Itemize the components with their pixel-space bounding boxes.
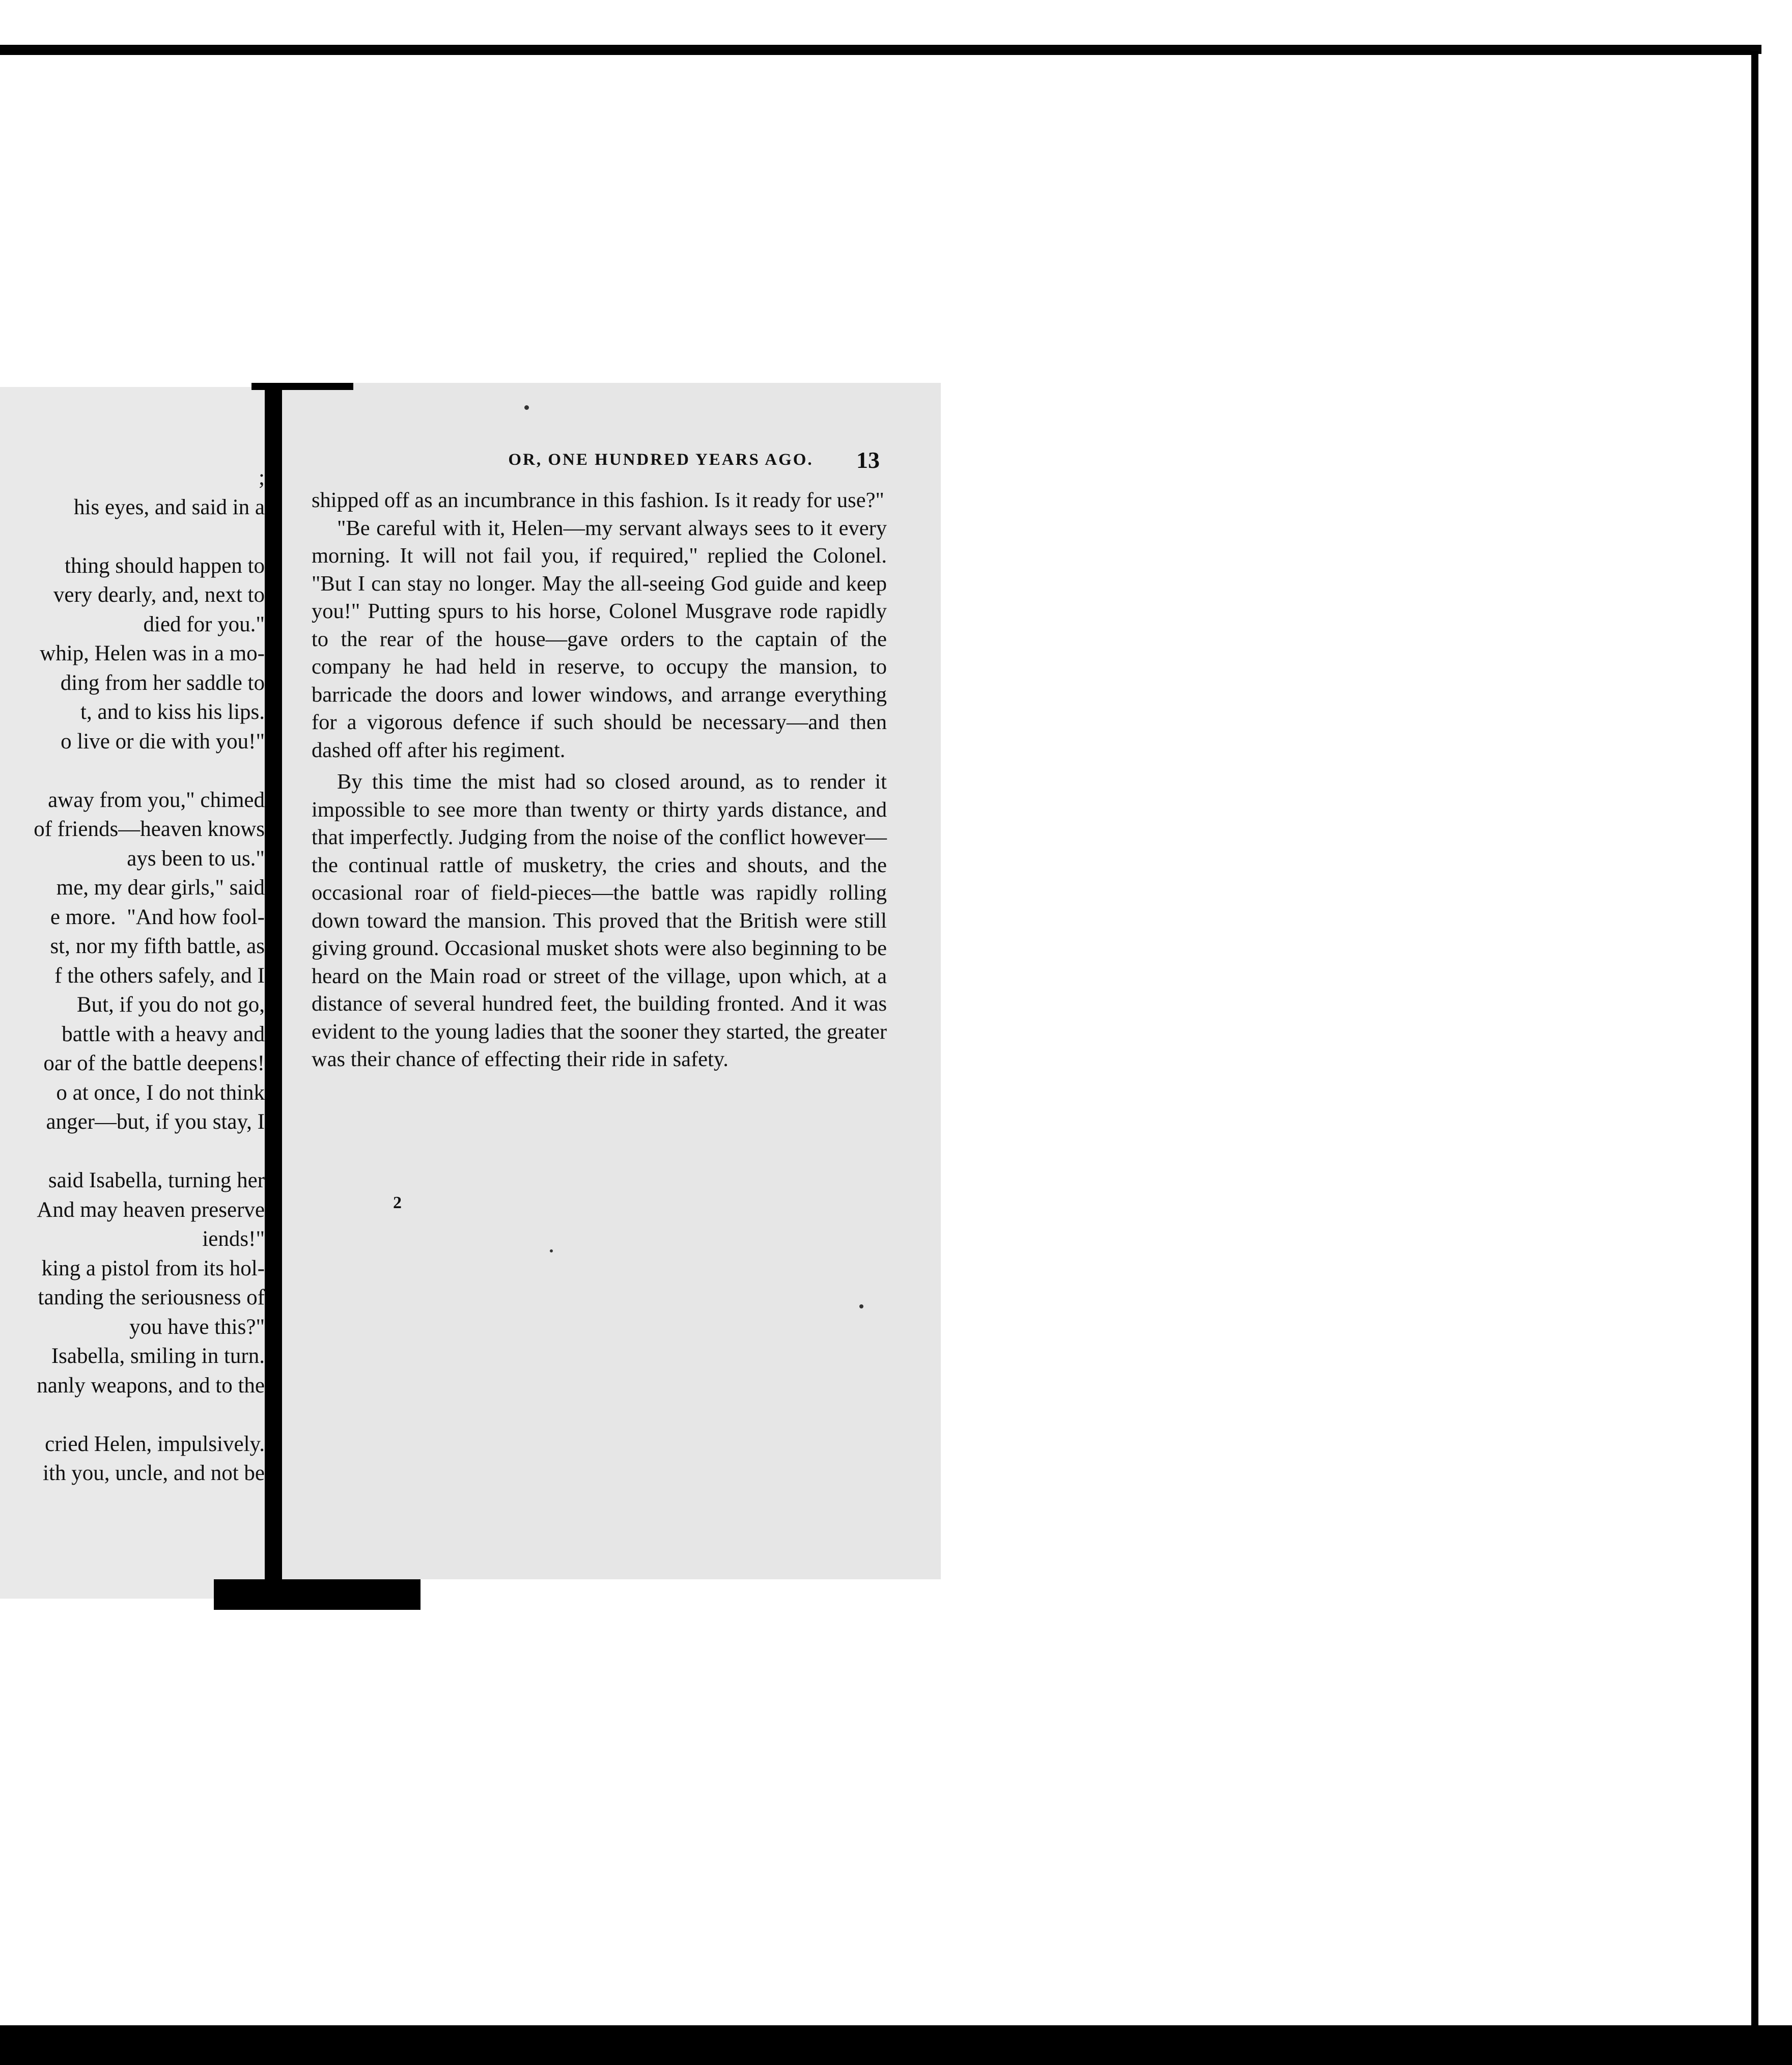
page-body	[312, 487, 887, 1074]
right-border	[1751, 51, 1758, 2026]
previous-page-line: me, my dear girls," said	[56, 876, 265, 900]
paragraph: "Be careful with it, Helen—my servant always sees to it every morning. It will not fail you, if required," replied the Colonel. "But I can stay no longer. May the all-seeing God guide and keep you!" Putting spurs to his horse, Colonel Musgrave rode rapidly to the rear of the house—gave orders to the captain of the company he had held in reserve, to occupy the mansion, to barricade the doors and lower windows, and arrange everything for a vigorous defence if such should be necessary—and then dashed off after his regiment.	[312, 516, 887, 762]
previous-page-line	[0, 522, 265, 551]
previous-page-line: battle with a heavy and	[62, 1022, 265, 1046]
previous-page-line: t, and to kiss his lips.	[80, 700, 265, 724]
previous-page-line: st, nor my fifth battle, as	[50, 934, 265, 958]
previous-page-line: ;	[259, 466, 265, 490]
speck	[550, 1249, 553, 1252]
previous-page-line: iends!"	[202, 1227, 265, 1251]
previous-page-line	[0, 1400, 265, 1430]
previous-page-line: tanding the seriousness of	[38, 1286, 265, 1309]
previous-page-line: oar of the battle deepens!	[43, 1051, 265, 1075]
previous-page-line: ding from her saddle to	[60, 671, 265, 695]
running-head: OR, ONE HUNDRED YEARS AGO.	[508, 451, 814, 469]
previous-page-text	[0, 463, 265, 1488]
previous-page-line	[0, 756, 265, 786]
previous-page-line: anger—but, if you stay, I	[46, 1110, 265, 1134]
previous-page-line: king a pistol from its hol-	[41, 1256, 265, 1280]
previous-page-line: whip, Helen was in a mo-	[40, 641, 265, 665]
previous-page-line: his eyes, and said in a	[74, 495, 265, 519]
previous-page-line: o at once, I do not think	[56, 1080, 265, 1105]
previous-page-line: nanly weapons, and to the	[37, 1373, 265, 1398]
top-margin	[0, 0, 1792, 51]
previous-page-line: very dearly, and, next to	[53, 583, 265, 607]
top-border-inner	[0, 50, 1751, 55]
previous-page-line: said Isabella, turning her	[48, 1168, 265, 1192]
bottom-border	[0, 2025, 1792, 2065]
previous-page-line: ays been to us."	[127, 846, 265, 871]
page-number: 13	[856, 447, 880, 473]
previous-page-line: away from you," chimed	[48, 788, 265, 812]
previous-page-line: f the others safely, and I	[54, 963, 265, 988]
previous-page-line: e more. "And how fool-	[50, 905, 265, 929]
previous-page-line: Isabella, smiling in turn.	[51, 1344, 265, 1368]
previous-page-line: ith you, uncle, and not be	[43, 1461, 265, 1485]
previous-page	[0, 387, 270, 1599]
previous-page-line: died for you."	[143, 612, 265, 636]
gutter-tab	[251, 383, 353, 390]
previous-page-line: thing should happen to	[65, 553, 265, 578]
previous-page-line: of friends—heaven knows	[34, 817, 265, 841]
binding-tab	[214, 1579, 421, 1610]
previous-page-line: you have this?"	[129, 1315, 265, 1339]
previous-page-line: But, if you do not go,	[76, 993, 265, 1017]
page-gutter	[265, 383, 282, 1589]
speck	[859, 1304, 863, 1308]
speck	[524, 405, 529, 410]
paragraph: By this time the mist had so closed around, as to render it impossible to see more than twenty or thirty yards distance, and that imperfectly. Judging from the noise of the conflict however—the continual rattle of musketry, the cries and shouts, and the occasional roar of field-pieces—the battle was rapidly rolling down toward the mansion. This proved that the British were still giving ground. Occasional musket shots were also beginning to be heard on the Main road or street of the village, upon which, at a distance of several hundred feet, the building fronted. And it was evident to the young ladies that the sooner they started, the greater was their chance of effecting their ride in safety.	[312, 770, 887, 1071]
signature-mark: 2	[393, 1193, 402, 1212]
paragraph: shipped off as an incumbrance in this fashion. Is it ready for use?"	[312, 488, 884, 512]
previous-page-line: cried Helen, impulsively.	[45, 1432, 265, 1456]
previous-page-line: And may heaven preserve	[37, 1197, 265, 1222]
previous-page-line	[0, 1137, 265, 1166]
previous-page-line: o live or die with you!"	[61, 729, 265, 754]
